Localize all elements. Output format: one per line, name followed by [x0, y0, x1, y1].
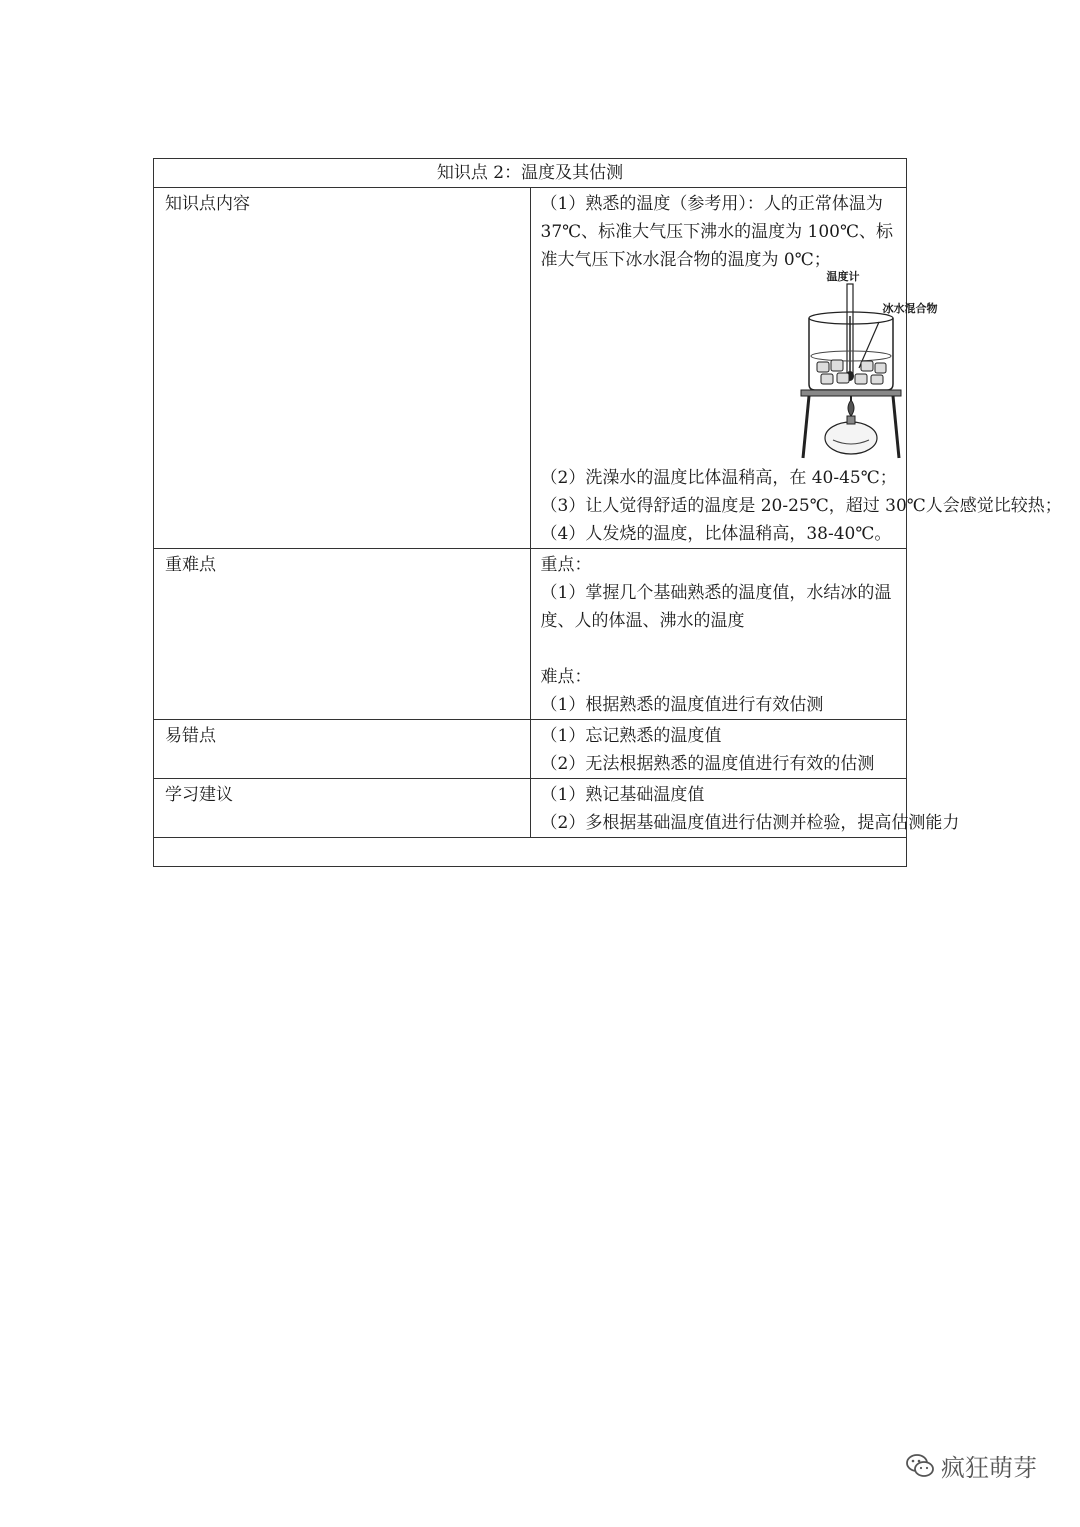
thermometer-ice-water-figure [771, 270, 991, 462]
watermark-text: 疯狂萌芽 [941, 1454, 1037, 1482]
table-title: 知识点 2：温度及其估测 [154, 159, 907, 188]
row-label-content: 知识点内容 [154, 188, 531, 549]
knowledge-table [153, 158, 1062, 867]
empty-cell [154, 838, 907, 867]
advice-cell [530, 779, 960, 838]
row-label-study-advice: 学习建议 [154, 779, 531, 838]
content-line-4: （4）人发烧的温度，比体温稍高，38-40℃。 [540, 524, 892, 544]
row-label-key-points: 重难点 [154, 549, 531, 720]
spacer-line [541, 635, 899, 663]
difficult-line-1: （1）根据熟悉的温度值进行有效估测 [540, 695, 824, 715]
key-points-cell [530, 549, 907, 720]
table-row [154, 549, 907, 720]
table-row-empty [154, 838, 907, 867]
advice-line-1: （1）熟记基础温度值 [540, 785, 705, 805]
table-row [154, 779, 907, 838]
content-line-1: （1）熟悉的温度（参考用）：人的正常体温为 37℃、标准大气压下沸水的温度为 100℃、标准大气压下冰水混合物的温度为 0℃； [540, 194, 894, 270]
apparatus-illustration [771, 276, 991, 462]
table-row [154, 720, 907, 779]
mixture-label: 冰水混合物 [882, 302, 938, 315]
content-line-3: （3）让人觉得舒适的温度是 20-25℃，超过 30℃人会感觉比较热； [540, 496, 1062, 516]
key-heading: 重点： [540, 555, 592, 575]
row-label-common-mistakes: 易错点 [154, 720, 531, 779]
mistake-line-2: （2）无法根据熟悉的温度值进行有效的估测 [540, 754, 875, 774]
content-line-2: （2）洗澡水的温度比体温稍高，在 40-45℃； [540, 468, 897, 488]
mistakes-cell [530, 720, 907, 779]
table-row [154, 188, 907, 549]
key-line-1: （1）掌握几个基础熟悉的温度值，水结冰的温度、人的体温、沸水的温度 [540, 583, 892, 631]
mistake-line-1: （1）忘记熟悉的温度值 [540, 726, 722, 746]
advice-line-2: （2）多根据基础温度值进行估测并检验，提高估测能力 [540, 813, 960, 833]
wechat-icon [905, 1452, 935, 1480]
row-content-cell [530, 188, 1062, 549]
thermometer-label: 温度计 [826, 270, 860, 283]
difficult-heading: 难点： [540, 667, 592, 687]
watermark [905, 1448, 1037, 1483]
